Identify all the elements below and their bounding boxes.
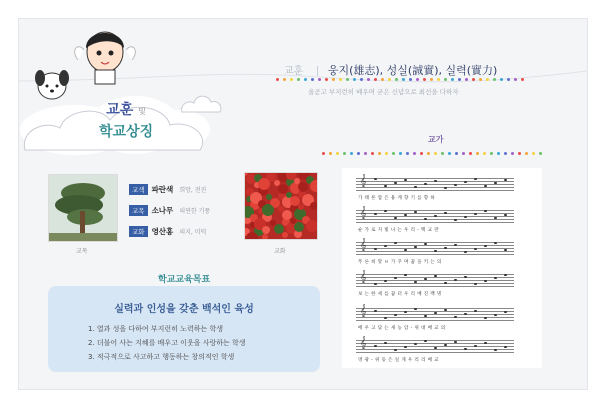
music-note: [504, 249, 507, 251]
goals-heading: 학교교육목표: [158, 275, 211, 285]
music-note: [484, 317, 487, 319]
divider-dot: [399, 152, 402, 155]
music-note: [444, 187, 447, 189]
pine-tree-photo: [48, 174, 118, 242]
music-note: [474, 248, 477, 250]
music-note: [394, 217, 397, 219]
divider-dot: [381, 78, 384, 81]
music-note: [384, 342, 387, 344]
music-note: [404, 214, 407, 216]
music-note: [504, 274, 507, 276]
symbol-row-color: [129, 184, 206, 195]
divider-dot: [378, 152, 381, 155]
motto-title: [284, 62, 497, 78]
music-note: [484, 245, 487, 247]
divider-dot: [521, 78, 524, 81]
heading-line1: 교훈: [106, 102, 134, 118]
music-note: [474, 310, 477, 312]
music-note: [404, 311, 407, 313]
divider-dot: [504, 152, 507, 155]
music-note: [464, 216, 467, 218]
lyric-line: 영 광 - 위 등 은 일 게 우 리 리 배 교: [358, 358, 439, 363]
music-note: [434, 180, 437, 182]
divider-dot: [497, 152, 500, 155]
divider-dot: [329, 152, 332, 155]
symbol-value: 파란색: [151, 185, 174, 194]
divider-dot: [297, 78, 300, 81]
divider-dot: [357, 152, 360, 155]
divider-dot: [444, 78, 447, 81]
music-note: [434, 275, 437, 277]
music-note: [494, 349, 497, 351]
treble-clef-icon: 𝄞: [360, 304, 367, 317]
section-heading: [99, 99, 153, 141]
sheet-music: [342, 168, 542, 368]
divider-dot: [539, 152, 542, 155]
music-note: [484, 185, 487, 187]
music-note: [404, 179, 407, 181]
music-note: [464, 251, 467, 253]
music-note: [494, 242, 497, 244]
music-note: [494, 314, 497, 316]
divider-dot: [311, 78, 314, 81]
music-note: [414, 281, 417, 283]
heading-line2: 학교상징: [99, 124, 154, 140]
lyric-line: 순 가 로 지 빛 나 는 우 리 - 백 교 란: [358, 228, 439, 233]
symbol-desc: 희망, 전진: [179, 187, 207, 194]
dot-divider: [322, 152, 546, 156]
divider-dot: [346, 78, 349, 81]
divider-dot: [343, 152, 346, 155]
divider-dot: [416, 78, 419, 81]
music-note: [474, 283, 477, 285]
symbol-tag: 교색: [129, 184, 148, 195]
music-note: [474, 213, 477, 215]
divider-dot: [413, 152, 416, 155]
divider-dot: [451, 78, 454, 81]
music-note: [414, 308, 417, 310]
divider-dot: [325, 78, 328, 81]
divider-dot: [318, 78, 321, 81]
divider-dot: [437, 78, 440, 81]
music-note: [394, 314, 397, 316]
music-note: [424, 278, 427, 280]
divider-dot: [350, 152, 353, 155]
divider-dot: [434, 152, 437, 155]
divider-dot: [465, 78, 468, 81]
azalea-photo: [244, 172, 318, 240]
divider-dot: [507, 78, 510, 81]
music-note: [444, 309, 447, 311]
divider-dot: [360, 78, 363, 81]
music-note: [414, 211, 417, 213]
lyric-line: 보 는 한 세 를 꿈 터 우 리 배 진 백 명: [358, 292, 442, 297]
goal-item: 1. 열과 성을 다하여 부지런히 노력하는 학생: [88, 325, 223, 333]
music-staff: [356, 210, 514, 224]
music-note: [394, 349, 397, 351]
divider-dot: [420, 152, 423, 155]
music-note: [484, 342, 487, 344]
goals-box: [48, 286, 320, 372]
music-note: [414, 343, 417, 345]
music-note: [434, 312, 437, 314]
music-note: [454, 316, 457, 318]
divider-dot: [472, 78, 475, 81]
treble-clef-icon: 𝄞: [360, 336, 367, 349]
music-note: [504, 179, 507, 181]
treble-clef-icon: 𝄞: [360, 206, 367, 219]
divider-dot: [409, 78, 412, 81]
music-note: [434, 347, 437, 349]
symbol-row-flower: [129, 226, 206, 237]
music-note: [494, 217, 497, 219]
music-note: [404, 249, 407, 251]
goal-item: 3. 적극적으로 사고하고 행동하는 창의적인 학생: [88, 353, 235, 361]
divider-dot: [518, 152, 521, 155]
divider-dot: [476, 152, 479, 155]
divider-dot: [353, 78, 356, 81]
divider-dot: [430, 78, 433, 81]
divider-dot: [283, 78, 286, 81]
divider-dot: [402, 78, 405, 81]
music-note: [404, 346, 407, 348]
music-note: [474, 178, 477, 180]
divider-dot: [385, 152, 388, 155]
music-note: [374, 283, 377, 285]
divider-dot: [374, 78, 377, 81]
music-note: [484, 280, 487, 282]
divider-dot: [469, 152, 472, 155]
goals-title: 실력과 인성을 갖춘 백석인 육성: [114, 304, 254, 315]
divider-dot: [525, 152, 528, 155]
symbol-value: 영산홍: [151, 227, 174, 236]
music-note: [384, 185, 387, 187]
music-note: [424, 183, 427, 185]
school-song-label: 교가: [428, 135, 444, 144]
divider-dot: [367, 78, 370, 81]
music-note: [384, 245, 387, 247]
divider-dot: [448, 152, 451, 155]
divider-dot: [336, 152, 339, 155]
music-note: [434, 250, 437, 252]
music-note: [424, 340, 427, 342]
music-note: [394, 182, 397, 184]
flower-caption: 교화: [274, 248, 286, 255]
divider-dot: [483, 152, 486, 155]
divider-dot: [276, 78, 279, 81]
music-note: [424, 315, 427, 317]
music-note: [374, 248, 377, 250]
divider-dot: [493, 78, 496, 81]
tree-caption: 교목: [76, 248, 88, 255]
goal-item: 2. 더불어 사는 지혜를 배우고 이웃을 사랑하는 학생: [88, 339, 246, 347]
music-staff: [356, 242, 514, 256]
treble-clef-icon: 𝄞: [360, 270, 367, 283]
music-note: [494, 182, 497, 184]
music-note: [454, 279, 457, 281]
divider-dot: [500, 78, 503, 81]
divider-dot: [511, 152, 514, 155]
dot-divider: [276, 78, 528, 82]
symbol-value: 소나무: [151, 206, 174, 215]
divider-dot: [371, 152, 374, 155]
divider-dot: [479, 78, 482, 81]
divider-dot: [514, 78, 517, 81]
music-note: [454, 341, 457, 343]
music-note: [424, 243, 427, 245]
heading-conj: 및: [138, 107, 146, 116]
divider-dot: [364, 152, 367, 155]
divider-dot: [532, 152, 535, 155]
divider-dot: [406, 152, 409, 155]
lyric-line: 배 우 고 닦 는 새 농 암 - 위 대 배 교 의: [358, 326, 446, 331]
music-note: [444, 212, 447, 214]
symbol-tag: 교목: [129, 205, 148, 216]
divider-dot: [339, 78, 342, 81]
divider-dot: [388, 78, 391, 81]
divider-dot: [427, 152, 430, 155]
symbol-desc: 의지, 미덕: [179, 229, 207, 236]
divider-dot: [332, 78, 335, 81]
divider-dot: [395, 78, 398, 81]
treble-clef-icon: 𝄞: [360, 174, 367, 187]
music-note: [504, 311, 507, 313]
music-note: [404, 274, 407, 276]
divider-dot: [304, 78, 307, 81]
motto-label: 교훈: [284, 66, 304, 77]
music-note: [474, 345, 477, 347]
music-note: [384, 280, 387, 282]
music-note: [504, 214, 507, 216]
symbol-tag: 교화: [129, 226, 148, 237]
music-note: [464, 313, 467, 315]
music-note: [414, 186, 417, 188]
music-note: [444, 247, 447, 249]
divider-dot: [462, 152, 465, 155]
music-note: [414, 246, 417, 248]
music-note: [444, 282, 447, 284]
lyric-line: 가 태 론 압 은 용 계 향 기 를 향 하: [358, 196, 436, 201]
divider-dot: [458, 78, 461, 81]
music-note: [434, 215, 437, 217]
music-note: [384, 317, 387, 319]
music-note: [444, 344, 447, 346]
music-note: [464, 276, 467, 278]
music-staff: [356, 308, 514, 322]
symbol-desc: 의연한 기풍: [179, 208, 211, 215]
music-note: [384, 210, 387, 212]
music-note: [374, 345, 377, 347]
divider-dot: [490, 152, 493, 155]
music-note: [494, 277, 497, 279]
symbol-row-tree: [129, 205, 210, 216]
music-note: [374, 213, 377, 215]
music-note: [504, 346, 507, 348]
divider-dot: [423, 78, 426, 81]
music-note: [374, 310, 377, 312]
music-note: [394, 242, 397, 244]
lyric-line: 푸 른 희 망 ㅂ 가 꾸 며 꿈 을 키 는 의: [358, 260, 442, 265]
music-note: [454, 244, 457, 246]
motto-text: 웅지(雄志), 성실(誠實), 실력(實力): [327, 64, 498, 77]
music-note: [394, 277, 397, 279]
treble-clef-icon: 𝄞: [360, 238, 367, 251]
music-note: [454, 219, 457, 221]
divider-dot: [455, 152, 458, 155]
music-note: [464, 348, 467, 350]
divider-dot: [290, 78, 293, 81]
music-note: [424, 218, 427, 220]
motto-subtitle: 올곧고 부지런히 배우며 굳은 신념으로 최선을 다하자: [308, 88, 459, 96]
divider-dot: [322, 152, 325, 155]
divider-dot: [486, 78, 489, 81]
music-note: [454, 184, 457, 186]
divider-dot: [392, 152, 395, 155]
music-note: [484, 210, 487, 212]
divider-dot: [441, 152, 444, 155]
music-note: [464, 181, 467, 183]
music-note: [374, 178, 377, 180]
